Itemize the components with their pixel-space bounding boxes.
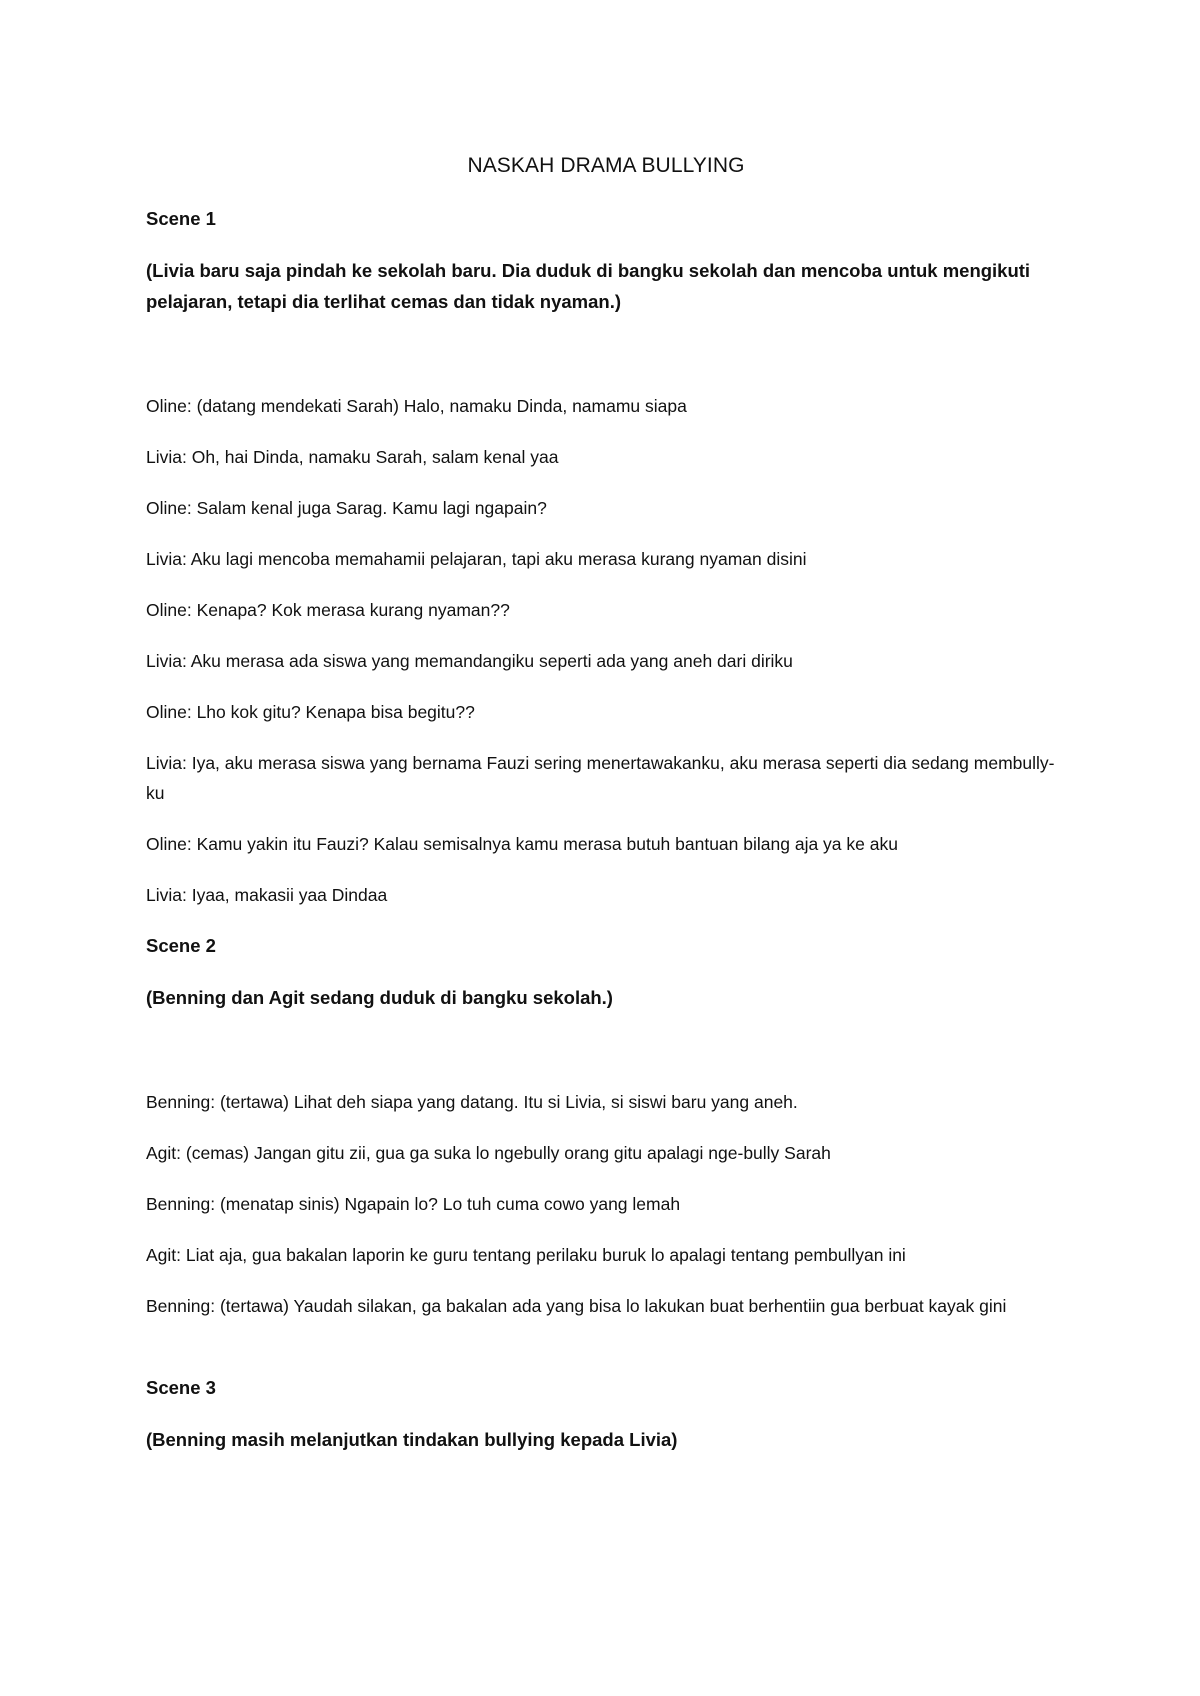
stage-direction: (Benning masih melanjutkan tindakan bullying kepada Livia) — [146, 1429, 678, 1450]
dialogue-line: Livia: Iya, aku merasa siswa yang bernama Fauzi sering menertawakanku, aku merasa seperti dia sedang membully-ku — [146, 753, 1055, 803]
dialogue-line: Oline: Kenapa? Kok merasa kurang nyaman?? — [146, 600, 510, 620]
dialogue-line: Livia: Iyaa, makasii yaa Dindaa — [146, 885, 388, 905]
dialogue-line: Oline: (datang mendekati Sarah) Halo, namaku Dinda, namamu siapa — [146, 396, 687, 416]
dialogue-line: Agit: (cemas) Jangan gitu zii, gua ga suka lo ngebully orang gitu apalagi nge-bully Sarah — [146, 1143, 831, 1163]
stage-direction: (Benning dan Agit sedang duduk di bangku sekolah.) — [146, 987, 613, 1008]
dialogue-line: Oline: Kamu yakin itu Fauzi? Kalau semisalnya kamu merasa butuh bantuan bilang aja ya ke aku — [146, 834, 898, 854]
dialogue-line: Oline: Lho kok gitu? Kenapa bisa begitu?? — [146, 702, 475, 722]
document-title: NASKAH DRAMA BULLYING — [467, 154, 745, 177]
dialogue-line: Livia: Aku lagi mencoba memahamii pelajaran, tapi aku merasa kurang nyaman disini — [146, 549, 807, 569]
dialogue-line: Benning: (tertawa) Yaudah silakan, ga bakalan ada yang bisa lo lakukan buat berhentiin gua berbuat kayak gini — [146, 1296, 1007, 1316]
dialogue-line: Livia: Aku merasa ada siswa yang memandangiku seperti ada yang aneh dari diriku — [146, 651, 793, 671]
stage-direction: (Livia baru saja pindah ke sekolah baru. Dia duduk di bangku sekolah dan mencoba untuk mengikuti pelajaran, tetapi dia terlihat cemas dan tidak nyaman.) — [146, 260, 1031, 312]
dialogue-line: Oline: Salam kenal juga Sarag. Kamu lagi ngapain? — [146, 498, 547, 518]
dialogue-line: Benning: (tertawa) Lihat deh siapa yang datang. Itu si Livia, si siswi baru yang aneh. — [146, 1092, 798, 1112]
dialogue-line: Benning: (menatap sinis) Ngapain lo? Lo tuh cuma cowo yang lemah — [146, 1194, 681, 1214]
dialogue-line: Agit: Liat aja, gua bakalan laporin ke guru tentang perilaku buruk lo apalagi tentang pembullyan ini — [146, 1245, 906, 1265]
dialogue-line: Livia: Oh, hai Dinda, namaku Sarah, salam kenal yaa — [146, 447, 559, 467]
scene-heading: Scene 3 — [146, 1377, 216, 1398]
scene-heading: Scene 2 — [146, 935, 216, 956]
scene-heading: Scene 1 — [146, 208, 216, 229]
document-body — [146, 151, 1066, 1455]
